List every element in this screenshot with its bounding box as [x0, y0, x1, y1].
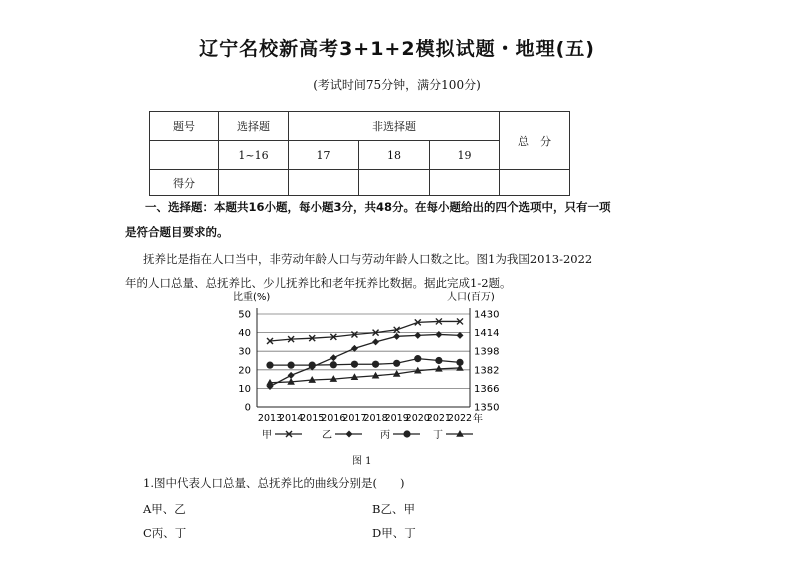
data-point-乙-shape [393, 333, 400, 340]
data-point-丙 [372, 361, 379, 368]
intro-line1: 抚养比是指在人口当中，非劳动年龄人口与劳动年龄人口数之比。图1为我国2013-2022 [143, 252, 593, 266]
legend-label-甲: 甲 [262, 430, 272, 441]
data-point-乙 [393, 333, 400, 340]
x-tick-label: 2015 [300, 413, 325, 424]
data-point-丙 [414, 355, 421, 362]
legend-marker-乙-shape [346, 431, 353, 438]
score-table-header-total: 总 分 [500, 112, 570, 170]
data-point-丙-shape [309, 362, 316, 369]
data-point-丙-shape [435, 357, 442, 364]
data-point-丙-shape [393, 360, 400, 367]
y-left-tick-label: 30 [238, 346, 251, 358]
score-table-score-cell[interactable] [289, 170, 359, 196]
data-point-丙 [330, 361, 337, 368]
left-axis-label: 比重(%) [233, 292, 271, 303]
legend-marker-丙 [403, 430, 410, 437]
page-title: 辽宁名校新高考3+1+2模拟试题・地理(五) [199, 38, 595, 60]
series-line-甲 [270, 321, 460, 341]
data-point-丙-shape [330, 361, 337, 368]
y-right-tick-label: 1398 [474, 346, 500, 358]
data-point-乙-shape [435, 331, 442, 338]
data-point-丙 [435, 357, 442, 364]
figure-caption: 图 1 [352, 456, 372, 467]
legend-label-丁: 丁 [433, 430, 443, 441]
score-table-q18: 18 [359, 141, 430, 170]
score-table-score-cell[interactable] [219, 170, 289, 196]
data-point-丁-shape [456, 364, 464, 371]
score-table-q17: 17 [289, 141, 359, 170]
y-left-tick-label: 40 [238, 328, 251, 340]
data-point-丙-shape [288, 362, 295, 369]
y-left-tick-label: 20 [238, 365, 251, 377]
x-tick-label: 2020 [405, 413, 430, 424]
score-table-header-choice: 选择题 [219, 112, 289, 141]
score-table-score-label: 得分 [150, 170, 219, 196]
data-point-乙 [330, 354, 337, 361]
x-tick-label: 2022 [447, 413, 473, 424]
y-left-tick-label: 10 [238, 383, 251, 395]
intro-line2: 年的人口总量、总抚养比、少儿抚养比和老年抚养比数据。据此完成1-2题。 [125, 276, 512, 290]
data-point-丙-shape [351, 361, 358, 368]
data-point-丙-shape [266, 362, 273, 369]
score-table-score-cell[interactable] [430, 170, 500, 196]
y-right-tick-label: 1366 [474, 383, 500, 395]
data-point-乙 [372, 338, 379, 345]
score-table-score-cell[interactable] [359, 170, 430, 196]
data-point-乙-shape [372, 338, 379, 345]
y-right-tick-label: 1382 [474, 365, 500, 377]
right-axis-label: 人口(百万) [447, 292, 495, 303]
score-table-header-number: 题号 [150, 112, 219, 141]
score-table-range-choice: 1~16 [219, 141, 289, 170]
option-a[interactable]: A甲、乙 [143, 502, 186, 516]
figure-1-chart [0, 287, 794, 487]
data-point-丙 [393, 360, 400, 367]
y-left-tick-label: 0 [244, 402, 251, 414]
y-left-tick-label: 50 [238, 309, 251, 321]
data-point-乙 [435, 331, 442, 338]
score-table [149, 111, 570, 196]
x-tick-label: 2013 [257, 413, 283, 424]
exam-time-note: (考试时间75分钟，满分100分) [313, 78, 481, 92]
option-d[interactable]: D甲、丁 [372, 526, 416, 540]
x-tick-label: 2021 [426, 413, 451, 424]
x-axis-unit: 年 [473, 414, 483, 425]
section-heading-line2: 是符合题目要求的。 [125, 225, 229, 239]
series-line-丙 [270, 359, 460, 366]
data-point-丙 [266, 362, 273, 369]
y-right-tick-label: 1430 [474, 309, 500, 321]
question-1-stem: 1.图中代表人口总量、总抚养比的曲线分别是( ) [143, 476, 405, 490]
data-point-乙-shape [288, 372, 295, 379]
score-table-score-cell[interactable] [500, 170, 570, 196]
y-right-tick-label: 1350 [474, 402, 500, 414]
legend-marker-乙 [346, 431, 353, 438]
x-tick-label: 2014 [279, 413, 304, 424]
y-right-tick-label: 1414 [474, 328, 500, 340]
option-b[interactable]: B乙、甲 [372, 502, 415, 516]
legend-label-乙: 乙 [322, 430, 332, 441]
data-point-乙-shape [330, 354, 337, 361]
legend-marker-丙-shape [403, 430, 410, 437]
data-point-丙 [288, 362, 295, 369]
option-c[interactable]: C丙、丁 [143, 526, 187, 540]
data-point-丙-shape [414, 355, 421, 362]
section-heading-line1: 一、选择题：本题共16小题，每小题3分，共48分。在每小题给出的四个选项中，只有一项 [145, 200, 611, 214]
x-tick-label: 2018 [363, 413, 388, 424]
score-table-header-nonchoice: 非选择题 [289, 112, 500, 141]
x-tick-label: 2016 [321, 413, 346, 424]
x-tick-label: 2017 [342, 413, 367, 424]
data-point-丙 [351, 361, 358, 368]
data-series [266, 318, 464, 390]
legend-label-丙: 丙 [380, 430, 390, 441]
data-point-乙 [288, 372, 295, 379]
chart-legend [262, 429, 473, 441]
data-point-丙 [309, 362, 316, 369]
score-table-blank [150, 141, 219, 170]
data-point-丙-shape [372, 361, 379, 368]
data-point-丁 [456, 364, 464, 371]
x-tick-label: 2019 [384, 413, 409, 424]
score-table-q19: 19 [430, 141, 500, 170]
